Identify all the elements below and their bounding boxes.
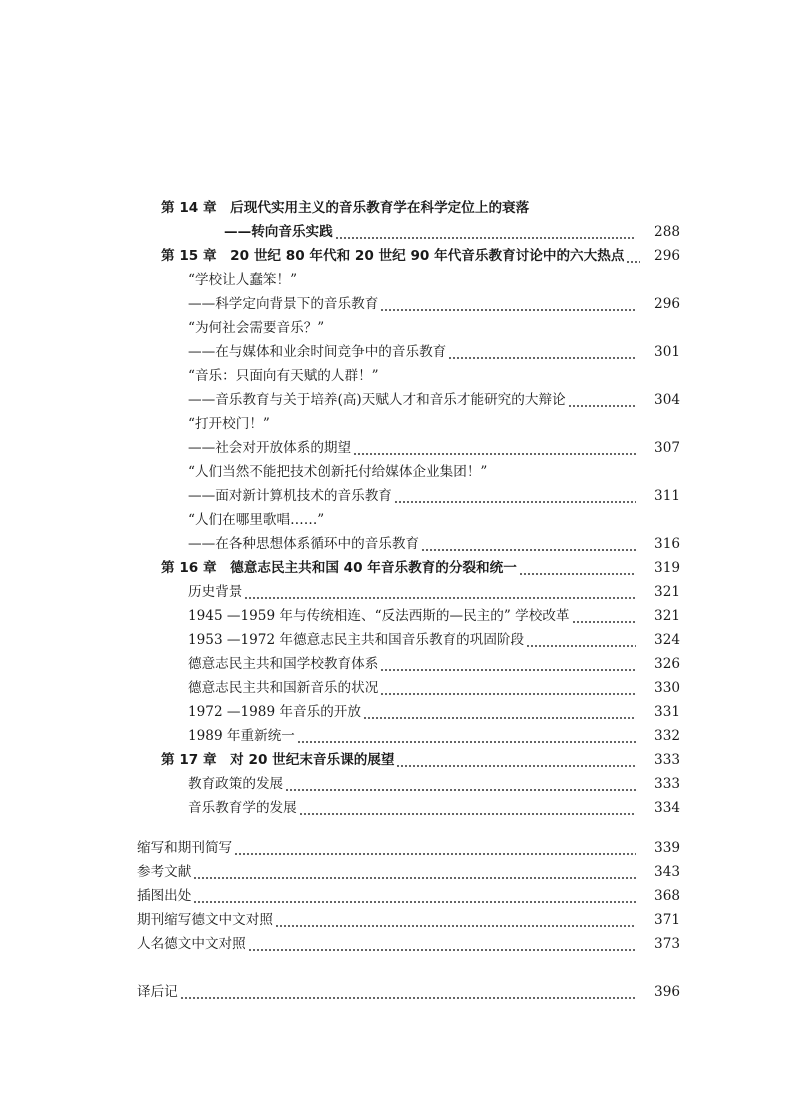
toc-entry xyxy=(0,601,800,625)
toc-page-number: 296 xyxy=(654,248,680,264)
toc-entry xyxy=(0,721,800,745)
toc-entry xyxy=(0,857,800,881)
toc-page-number: 316 xyxy=(654,536,680,552)
toc-entry-label: “为何社会需要音乐？” xyxy=(188,320,325,336)
toc-entry xyxy=(0,385,800,409)
toc-entry-label: 德意志民主共和国新音乐的状况 xyxy=(188,680,379,696)
toc-page-number: 331 xyxy=(654,704,680,720)
toc-entry-label: 德意志民主共和国学校教育体系 xyxy=(188,656,379,672)
toc-leader-dots xyxy=(244,583,636,601)
toc-entry xyxy=(0,337,800,361)
toc-leader-dots xyxy=(380,655,636,673)
toc-entry-label: 音乐教育学的发展 xyxy=(188,800,297,816)
toc-entry xyxy=(0,481,800,505)
toc-entry xyxy=(0,977,800,1001)
toc-leader-dots xyxy=(297,727,636,745)
toc-entry-label: “音乐：只面向有天赋的人群！” xyxy=(188,368,379,384)
toc-page-number: 296 xyxy=(654,296,680,312)
toc-leader-dots xyxy=(380,295,636,313)
toc-entry xyxy=(0,745,800,769)
toc-entry-label: ——社会对开放体系的期望 xyxy=(188,440,352,456)
toc-entry xyxy=(0,577,800,601)
toc-page-number: 330 xyxy=(654,680,680,696)
toc-entry xyxy=(0,625,800,649)
toc-entry-label: 第 15 章 20 世纪 80 年代和 20 世纪 90 年代音乐教育讨论中的六大热点 xyxy=(161,248,625,264)
toc-page-number: 332 xyxy=(654,728,680,744)
toc-entry xyxy=(0,289,800,313)
toc-entry xyxy=(0,833,800,857)
toc-entry-label: ——科学定向背景下的音乐教育 xyxy=(188,296,379,312)
toc-entry xyxy=(0,769,800,793)
toc-page-number: 319 xyxy=(654,560,680,576)
toc-page-number: 396 xyxy=(654,984,680,1000)
toc-leader-dots xyxy=(396,751,636,769)
toc-leader-dots xyxy=(363,703,636,721)
toc-entry-label: “打开校门！” xyxy=(188,416,270,432)
toc-leader-dots xyxy=(568,391,636,409)
toc-entry-label: 第 16 章 德意志民主共和国 40 年音乐教育的分裂和统一 xyxy=(161,560,517,576)
toc-page-number: 321 xyxy=(654,608,680,624)
toc-page-number: 339 xyxy=(654,840,680,856)
toc-page-number: 301 xyxy=(654,344,680,360)
toc-entry-label: 期刊缩写德文中文对照 xyxy=(137,912,273,928)
toc-leader-dots xyxy=(180,983,636,1001)
toc-leader-dots xyxy=(380,679,636,697)
toc-entry-label: 插图出处 xyxy=(137,888,192,904)
toc-entry-label: “人们当然不能把技术创新托付给媒体企业集团！” xyxy=(188,464,488,480)
toc-entry xyxy=(0,505,800,529)
toc-page-number: 334 xyxy=(654,800,680,816)
toc-leader-dots xyxy=(193,887,636,905)
toc-entry xyxy=(0,793,800,817)
toc-leader-dots xyxy=(526,631,636,649)
toc-leader-dots xyxy=(519,559,636,577)
toc-leader-dots xyxy=(394,487,636,505)
toc-entry-label: ——面对新计算机技术的音乐教育 xyxy=(188,488,392,504)
toc-leader-dots xyxy=(234,839,636,857)
toc-entry xyxy=(0,193,800,217)
toc-entry-label: 缩写和期刊简写 xyxy=(137,840,233,856)
toc-entry xyxy=(0,433,800,457)
toc-page-number: 371 xyxy=(654,912,680,928)
toc-page-number: 307 xyxy=(654,440,680,456)
toc-page-number: 288 xyxy=(654,224,680,240)
toc-entry xyxy=(0,265,800,289)
toc-entry xyxy=(0,905,800,929)
toc-entry-label: 教育政策的发展 xyxy=(188,776,284,792)
toc-entry-label: 1972 —1989 年音乐的开放 xyxy=(188,704,361,720)
toc-entry xyxy=(0,361,800,385)
toc-leader-dots xyxy=(421,535,636,553)
toc-entry-label: ——在各种思想体系循环中的音乐教育 xyxy=(188,536,420,552)
toc-leader-dots xyxy=(285,775,636,793)
toc-entry xyxy=(0,313,800,337)
toc-entry-label: ——转向音乐实践 xyxy=(224,224,333,240)
toc-page-number: 321 xyxy=(654,584,680,600)
toc-leader-dots xyxy=(626,247,640,265)
toc-entry-label: 第 14 章 后现代实用主义的音乐教育学在科学定位上的衰落 xyxy=(161,200,530,216)
toc-page-number: 343 xyxy=(654,864,680,880)
toc-entry-label: 历史背景 xyxy=(188,584,243,600)
toc-entry xyxy=(0,409,800,433)
toc-entry-label: 人名德文中文对照 xyxy=(137,936,246,952)
toc-leader-dots xyxy=(572,607,636,625)
toc-entry-label: “人们在哪里歌唱……” xyxy=(188,512,325,528)
toc-entry-label: ——在与媒体和业余时间竞争中的音乐教育 xyxy=(188,344,447,360)
toc-page-number: 333 xyxy=(654,752,680,768)
toc-leader-dots xyxy=(275,911,636,929)
toc-entry xyxy=(0,241,800,265)
toc-leader-dots xyxy=(248,935,636,953)
toc-entry-label: “学校让人蠢笨！” xyxy=(188,272,298,288)
toc-entry-label: 第 17 章 对 20 世纪末音乐课的展望 xyxy=(161,752,395,768)
toc-leader-dots xyxy=(448,343,636,361)
toc-entry xyxy=(0,529,800,553)
toc-entry xyxy=(0,697,800,721)
toc-page-number: 304 xyxy=(654,392,680,408)
toc-page-number: 326 xyxy=(654,656,680,672)
toc-entry xyxy=(0,217,800,241)
toc-entry xyxy=(0,649,800,673)
toc-entry xyxy=(0,553,800,577)
toc-entry-label: 1945 —1959 年与传统相连、“反法西斯的—民主的” 学校改革 xyxy=(188,608,570,624)
toc-page-number: 324 xyxy=(654,632,680,648)
toc-page-number: 333 xyxy=(654,776,680,792)
toc-entry-label: 1953 —1972 年德意志民主共和国音乐教育的巩固阶段 xyxy=(188,632,525,648)
toc-leader-dots xyxy=(299,799,636,817)
toc-leader-dots xyxy=(193,863,636,881)
toc-entry xyxy=(0,881,800,905)
toc-page-number: 311 xyxy=(654,488,680,504)
toc-page-number: 368 xyxy=(654,888,680,904)
toc-entry-label: 译后记 xyxy=(137,984,178,1000)
toc-entry-label: 1989 年重新统一 xyxy=(188,728,295,744)
toc-page-number: 373 xyxy=(654,936,680,952)
toc-entry xyxy=(0,929,800,953)
toc-entry-label: 参考文献 xyxy=(137,864,192,880)
toc-leader-dots xyxy=(353,439,636,457)
toc-leader-dots xyxy=(335,223,636,241)
toc-entry xyxy=(0,673,800,697)
toc-entry xyxy=(0,457,800,481)
toc-entry-label: ——音乐教育与关于培养(高)天赋人才和音乐才能研究的大辩论 xyxy=(188,392,566,408)
